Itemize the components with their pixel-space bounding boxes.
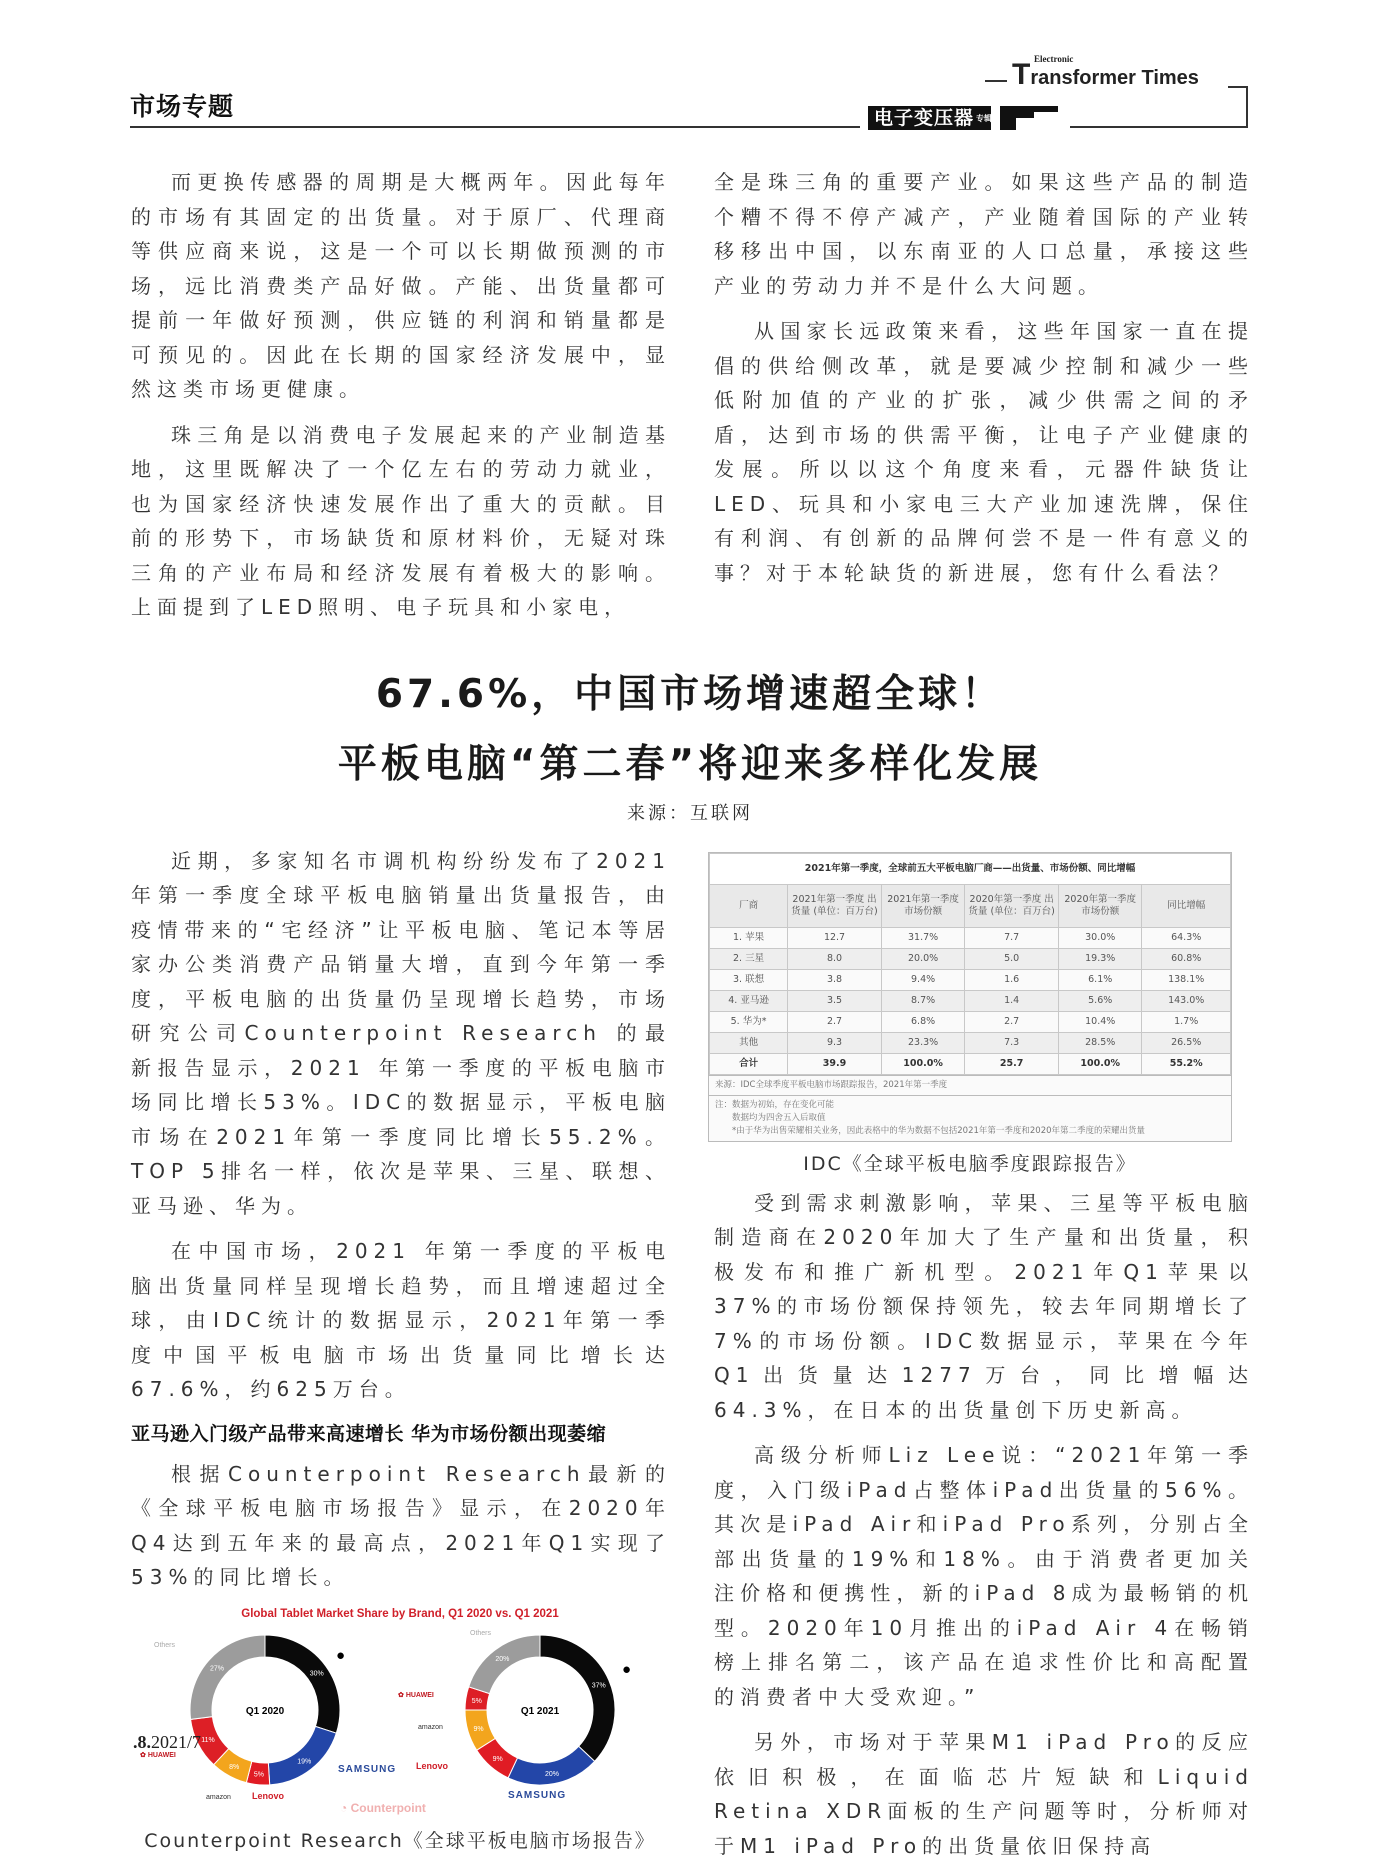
table-cell: 60.8% <box>1142 948 1231 969</box>
paragraph: 受到需求刺激影响，苹果、三星等平板电脑制造商在2020年加大了生产量和出货量，积极发布和推广新机型。2021年Q1苹果以37%的市场份额保持领先，较去年同期增长了7%的市场份额。IDC数据显示，苹果在今年Q1出货量达1277万台，同比增幅达64.3%，在日本的出货量创下历史新高。 <box>714 1186 1254 1428</box>
table-cell: 20.0% <box>881 948 964 969</box>
table-row <box>710 990 1231 1011</box>
table-header: 2021年第一季度 出货量 (单位：百万台) <box>788 884 882 927</box>
table-cell: 2.7 <box>788 1011 882 1032</box>
magazine-logo <box>1012 60 1199 90</box>
table-cell: 12.7 <box>788 927 882 948</box>
brand-steps-decoration <box>1000 106 1058 130</box>
chart-caption: Counterpoint Research《全球平板电脑市场报告》 <box>140 1827 660 1855</box>
table-cell: 7.3 <box>965 1032 1059 1053</box>
slice-value-label: 27% <box>210 1665 224 1672</box>
slice-q1-2020-apple <box>265 1635 340 1733</box>
section-label: 市场专题 <box>130 92 234 122</box>
table-cell: 19.3% <box>1059 948 1142 969</box>
table-title: 2021年第一季度，全球前五大平板电脑厂商——出货量、市场份额、同比增幅 <box>710 853 1231 884</box>
donut-center-label: Q1 2021 <box>521 1706 560 1717</box>
apple-logo-icon: ● <box>336 1650 345 1662</box>
table-cell: 39.9 <box>788 1053 882 1074</box>
article-title-line2: 平板电脑“第二春”将迎来多样化发展 <box>0 740 1380 810</box>
table-cell: 10.4% <box>1059 1011 1142 1032</box>
paragraph: 从国家长远政策来看，这些年国家一直在提倡的供给侧改革，就是要减少控制和减少一些低附加值的产业的扩张，减少供需之间的矛盾，达到市场的供需平衡，让电子产业健康的发展。所以以这个角度来看，元器件缺货让LED、玩具和小家电三大产业加速洗牌，保住有利润、有创新的品牌何尝不是一件有意义的事？对于本轮缺货的新进展，您有什么看法？ <box>714 314 1254 590</box>
magazine-name: ransformer Times <box>1030 67 1199 89</box>
table-notes <box>709 1095 1231 1141</box>
table-note: *由于华为出售荣耀相关业务，因此表格中的华为数据不包括2021年第一季度和2020年第二季度的荣耀出货量 <box>715 1125 1225 1138</box>
slice-value-label: 5% <box>254 1771 264 1778</box>
table-cell: 5.6% <box>1059 990 1142 1011</box>
table-row <box>710 1011 1231 1032</box>
counterpoint-chart <box>140 1606 660 1855</box>
slice-value-label: 19% <box>297 1758 311 1765</box>
paragraph: 在中国市场，2021 年第一季度的平板电脑出货量同样呈现增长趋势，而且增速超过全球，由IDC统计的数据显示，2021年第一季度中国平板电脑市场出货量同比增长达67.6%，约625万台。 <box>131 1234 671 1407</box>
header-rule <box>130 126 860 128</box>
table-row <box>710 1032 1231 1053</box>
table-cell: 4. 亚马逊 <box>710 990 788 1011</box>
brand-badge <box>868 106 991 130</box>
brand-name: 电子变压器 <box>874 107 974 129</box>
donut-center-label: Q1 2020 <box>246 1706 285 1717</box>
table-cell: 6.1% <box>1059 969 1142 990</box>
table-note: 数据均为四舍五入后取值 <box>715 1112 1225 1125</box>
donut-charts <box>140 1622 660 1817</box>
slice-value-label: 37% <box>592 1682 606 1689</box>
label-samsung-2020: SAMSUNG <box>338 1764 396 1776</box>
page-body <box>131 165 1254 1874</box>
slice-q1-2021-others <box>469 1635 540 1694</box>
article-title-line1: 67.6%，中国市场增速超全球！ <box>0 670 1380 740</box>
table-cell: 合计 <box>710 1053 788 1074</box>
paragraph: 根据Counterpoint Research最新的《全球平板电脑市场报告》显示，在2020年Q4达到五年来的最高点，2021年Q1实现了53%的同比增长。 <box>131 1457 671 1595</box>
slice-value-label: 9% <box>493 1756 503 1763</box>
table-cell: 3.8 <box>788 969 882 990</box>
magazine-initial: T <box>1012 58 1030 91</box>
label-amazon-2020: amazon <box>206 1792 231 1804</box>
label-huawei-2021: ✿ HUAWEI <box>398 1690 434 1702</box>
magazine-small: Electronic <box>1034 54 1073 64</box>
label-amazon-2021: amazon <box>418 1722 443 1734</box>
slice-q1-2021-samsung <box>508 1746 595 1785</box>
table-cell: 31.7% <box>881 927 964 948</box>
paragraph: 全是珠三角的重要产业。如果这些产品的制造个糟不得不停产减产，产业随着国际的产业转移移出中国，以东南亚的人口总量，承接这些产业的劳动力并不是什么大问题。 <box>714 165 1254 303</box>
table-cell: 26.5% <box>1142 1032 1231 1053</box>
table-cell: 8.0 <box>788 948 882 969</box>
table-row <box>710 948 1231 969</box>
article-body <box>131 844 1254 1874</box>
table-row <box>710 1053 1231 1074</box>
article-heading <box>0 670 1380 826</box>
table-cell: 2. 三星 <box>710 948 788 969</box>
slice-q1-2020-samsung <box>268 1726 336 1784</box>
brand-sub: 专辑 <box>976 114 985 123</box>
table-source: 来源：IDC全球季度平板电脑市场跟踪报告，2021年第一季度 <box>709 1075 1231 1095</box>
table-header: 厂商 <box>710 884 788 927</box>
table-cell: 100.0% <box>881 1053 964 1074</box>
paragraph: 高级分析师Liz Lee说：“2021年第一季度，入门级iPad占整体iPad出货量的56%。其次是iPad Air和iPad Pro系列，分别占全部出货量的19%和18%。由于消费者更加关注价格和便携性，新的iPad 8成为最畅销的机型。2020年10月推出的iPad Air 4在畅销榜上排名第二，该产品在追求性价比和高配置的消费者中大受欢迎。” <box>714 1438 1254 1714</box>
table-cell: 1.7% <box>1142 1011 1231 1032</box>
chart-area <box>140 1622 660 1817</box>
table-cell: 3.5 <box>788 990 882 1011</box>
article-left-column <box>131 844 671 1855</box>
table-caption: IDC《全球平板电脑季度跟踪报告》 <box>708 1150 1232 1178</box>
table-cell: 9.3 <box>788 1032 882 1053</box>
slice-value-label: 20% <box>545 1770 559 1777</box>
subheading: 亚马逊入门级产品带来高速增长 华为市场份额出现萎缩 <box>131 1419 671 1449</box>
chart-title: Global Tablet Market Share by Brand, Q1 2020 vs. Q1 2021 <box>140 1606 660 1622</box>
header-dash <box>985 80 1007 82</box>
slice-value-label: 8% <box>229 1764 239 1771</box>
paragraph: 另外，市场对于苹果M1 iPad Pro的反应依旧积极，在面临芯片短缺和Liquid Retina XDR面板的生产问题等时，分析师对于M1 iPad Pro的出货量依旧保持高 <box>714 1725 1254 1863</box>
table-cell: 3. 联想 <box>710 969 788 990</box>
label-samsung-2021: SAMSUNG <box>508 1790 566 1802</box>
table-cell: 其他 <box>710 1032 788 1053</box>
table-cell: 8.7% <box>881 990 964 1011</box>
article-source: 来源：互联网 <box>0 802 1380 826</box>
label-others-2021: Others <box>470 1628 491 1640</box>
table-cell: 5. 华为* <box>710 1011 788 1032</box>
article-right-column <box>714 844 1254 1874</box>
slice-q1-2021-apple <box>540 1635 615 1761</box>
table-cell: 6.8% <box>881 1011 964 1032</box>
label-others-2020: Others <box>154 1640 175 1652</box>
table-note: 注：数据为初始，存在变化可能 <box>715 1099 1225 1112</box>
slice-value-label: 5% <box>472 1697 482 1704</box>
slice-value-label: 11% <box>201 1737 215 1744</box>
table-cell: 5.0 <box>965 948 1059 969</box>
table-cell: 2.7 <box>965 1011 1059 1032</box>
table-header: 2021年第一季度 市场份额 <box>881 884 964 927</box>
table-cell: 64.3% <box>1142 927 1231 948</box>
table-cell: 25.7 <box>965 1053 1059 1074</box>
table-cell: 9.4% <box>881 969 964 990</box>
table-header: 2020年第一季度 市场份额 <box>1059 884 1142 927</box>
prev-article-left-column <box>131 165 671 636</box>
table-cell: 30.0% <box>1059 927 1142 948</box>
label-lenovo-2021: Lenovo <box>416 1760 448 1772</box>
table-cell: 138.1% <box>1142 969 1231 990</box>
apple-logo-icon: ● <box>622 1664 631 1676</box>
table-cell: 1. 苹果 <box>710 927 788 948</box>
label-huawei-2020: ✿ HUAWEI <box>140 1750 176 1762</box>
paragraph: 而更换传感器的周期是大概两年。因此每年的市场有其固定的出货量。对于原厂、代理商等供应商来说，这是一个可以长期做预测的市场，远比消费类产品好做。产能、出货量都可提前一年做好预测，供应链的利润和销量都是可预见的。因此在长期的国家经济发展中，显然这类市场更健康。 <box>131 165 671 407</box>
table-cell: 100.0% <box>1059 1053 1142 1074</box>
issue-date: 2021/7 <box>151 1732 201 1752</box>
table-header: 2020年第一季度 出货量 (单位：百万台) <box>965 884 1059 927</box>
prev-article <box>131 165 1254 636</box>
slice-value-label: 30% <box>310 1670 324 1677</box>
table-cell: 1.6 <box>965 969 1059 990</box>
label-lenovo-2020: Lenovo <box>252 1790 284 1802</box>
paragraph: 近期，多家知名市调机构纷纷发布了2021年第一季度全球平板电脑销量出货量报告，由疫情带来的“宅经济”让平板电脑、笔记本等居家办公类消费产品销量大增，直到今年第一季度，平板电脑的出货量仍呈现增长趋势，市场研究公司Counterpoint Research 的最新报告显示，2021 年第一季度的平板电脑市场同比增长53%。IDC的数据显示，平板电脑市场在2021年第一季度同比增长55.2%。TOP 5排名一样，依次是苹果、三星、联想、亚马逊、华为。 <box>131 844 671 1224</box>
idc-table <box>708 852 1232 1142</box>
page-footer <box>133 1732 201 1753</box>
table-cell: 1.4 <box>965 990 1059 1011</box>
header-dash-right <box>1228 86 1247 88</box>
table-header: 同比增幅 <box>1142 884 1231 927</box>
page-number: .8. <box>133 1732 151 1752</box>
table-row <box>710 969 1231 990</box>
table-cell: 55.2% <box>1142 1053 1231 1074</box>
table-cell: 7.7 <box>965 927 1059 948</box>
slice-value-label: 20% <box>495 1656 509 1663</box>
header-bracket <box>1246 86 1248 127</box>
table-row <box>710 927 1231 948</box>
slice-value-label: 9% <box>473 1725 483 1732</box>
prev-article-right-column <box>714 165 1254 601</box>
counterpoint-watermark: ◔ Counterpoint <box>340 1802 426 1814</box>
table-cell: 23.3% <box>881 1032 964 1053</box>
table-cell: 143.0% <box>1142 990 1231 1011</box>
header-rule-right <box>1070 126 1248 128</box>
paragraph: 珠三角是以消费电子发展起来的产业制造基地，这里既解决了一个亿左右的劳动力就业，也为国家经济快速发展作出了重大的贡献。目前的形势下，市场缺货和原材料价，无疑对珠三角的产业布局和经济发展有着极大的影响。上面提到了LED照明、电子玩具和小家电， <box>131 418 671 625</box>
table-cell: 28.5% <box>1059 1032 1142 1053</box>
